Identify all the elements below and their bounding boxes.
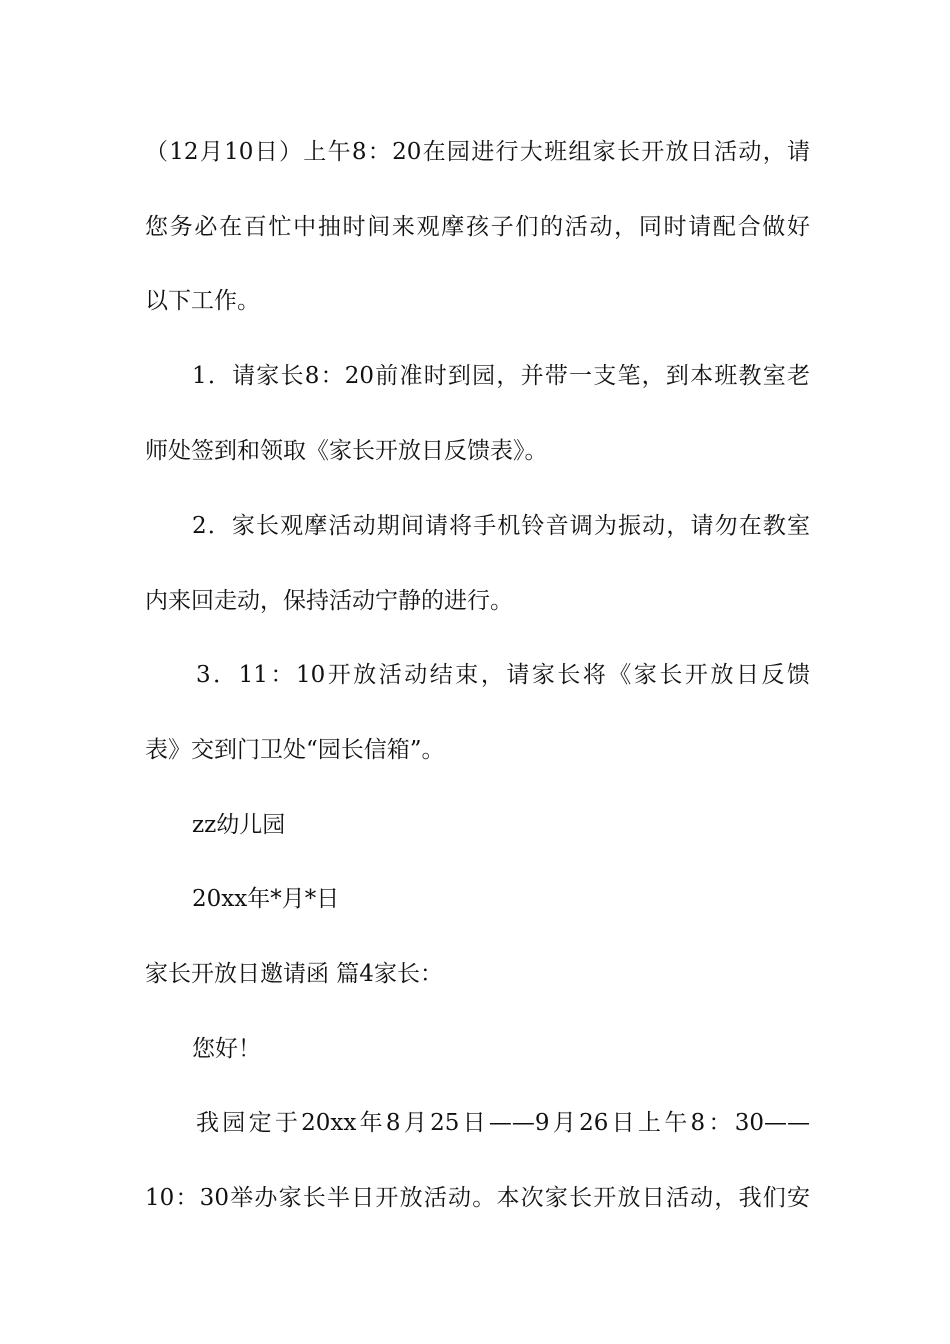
paragraph-line: （12月10日）上午8：20在园进行大班组家长开放日活动，请 <box>145 139 810 165</box>
paragraph-line: 以下工作。 <box>145 288 260 314</box>
paragraph-line: 10：30举办家长半日开放活动。本次家长开放日活动，我们安 <box>145 1185 810 1211</box>
greeting: 您好！ <box>192 1036 261 1062</box>
list-item-1-line: 师处签到和领取《家长开放日反馈表》。 <box>145 438 548 464</box>
list-item-3-line: 3．11：10开放活动结束，请家长将《家长开放日反馈 <box>196 662 810 688</box>
list-item-3-line: 表》交到门卫处“园长信箱”。 <box>145 737 445 763</box>
list-item-2-line: 2．家长观摩活动期间请将手机铃音调为振动，请勿在教室 <box>192 513 810 539</box>
signature-org: zz幼儿园 <box>192 812 286 838</box>
paragraph-line: 我园定于20xx年8月25日——9月26日上午8：30—— <box>196 1110 810 1136</box>
section-heading: 家长开放日邀请函 篇4家长： <box>145 961 443 987</box>
list-item-2-line: 内来回走动，保持活动宁静的进行。 <box>145 588 513 614</box>
list-item-1-line: 1．请家长8：20前准时到园，并带一支笔，到本班教室老 <box>192 363 810 389</box>
paragraph-line: 您务必在百忙中抽时间来观摩孩子们的活动，同时请配合做好 <box>145 214 810 240</box>
signature-date: 20xx年*月*日 <box>192 886 340 912</box>
